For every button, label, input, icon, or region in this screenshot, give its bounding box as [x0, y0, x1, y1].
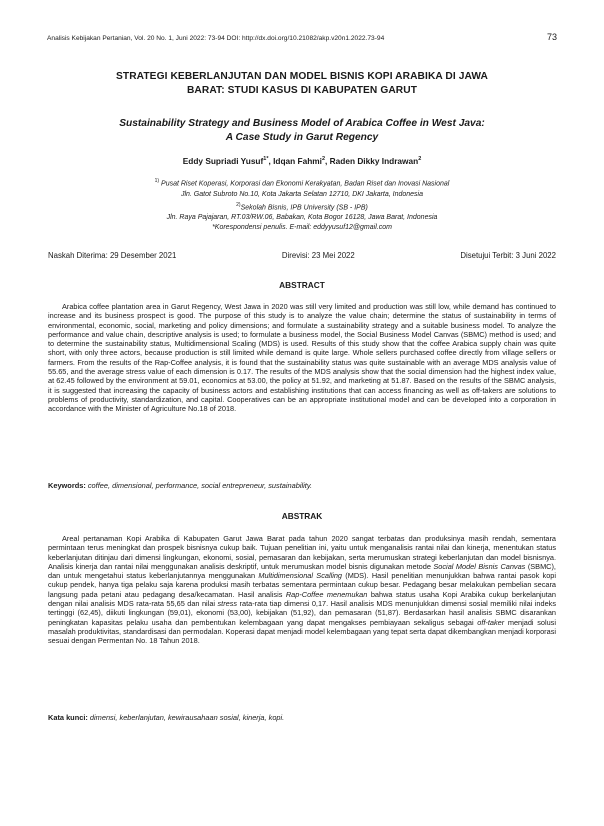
affiliation-line: $^{2)}$Sekolah Bisnis, IPB University (SB - IPB): [236, 201, 368, 212]
date-approved: Disetujui Terbit: 3 Juni 2022: [460, 251, 556, 260]
date-received: Naskah Diterima: 29 Desember 2021: [48, 251, 177, 260]
author-name: Eddy Supriadi Yusuf: [182, 156, 264, 166]
affiliation-line: $^{1)}$ Pusat Riset Koperasi, Korporasi dan Ekonomi Kerakyatan, Badan Riset dan Inovasi Nasional: [154, 178, 450, 188]
abstrak-body: Areal pertanaman Kopi Arabika di Kabupaten Garut Jawa Barat pada tahun 2020 sangat terbatas dan produksinya masih rendah, sementara permintaan terus meningkat dan prospek bisnisnya cukup baik. Tujuan penelitian ini, yaitu untuk menganalisis rantai nilai dan kinerja, menentukan status keberlanjutan ditinjau dari dimensi lingkungan, ekonomi, sosial, pemasaran dan kebijakan, serta merumuskan strategi keberlanjutan dan model bisnisnya. Analisis kinerja dan rantai nilai menggunakan analisis deskriptif, untuk merumuskan model bisnis digunakan metode Social Model Bisnis Canvas (SBMC), dan untuk mengetahui status keberlanjutannya menggunakan Multidimensional Scalling (MDS). Hasil penelitian menunjukkan bahwa rantai pasok kopi cukup pendek, hanya tiga pelaku saja karena produksi masih terbatas sementara permintaan cukup besar. Pedagang besar melakukan pembelian secara langsung pada petani atau pedagang desa/kecamatan. Hasil analisis Rap-Coffee menemukan bahwa status usaha Kopi Arabika cukup berkelanjutan dengan nilai analisis MDS rata-rata 55,65 dan nilai stress rata-rata tiap dimensi 0,17. Hasil analisis MDS menunjukkan dimensi sosial memiliki nilai indeks tertinggi (62,45), diikuti lingkungan (59,01), ekonomi (53,00), kebijakan (51,92), dan pemasaran (51,87). Berdasarkan hasil analisis SBMC disarankan peningkatan kapasitas pelaku usaha dan pembentukan kelembagaan yang dapat mengakses pembiayaan sekaligus sebagai off-taker menjadi solusi masalah produktivitas, standardisasi dan permodalan. Koperasi dapat menjadi model kelembagaan yang tepat serta dapat dikembangkan menjadi korporasi sesuai dengan Permentan No. 18 Tahun 2018.: [48, 534, 556, 646]
journal-citation: Analisis Kebijakan Pertanian, Vol. 20 No. 1, Juni 2022: 73-94 DOI: http://dx.doi.org/10.21082/akp.v20n1.2022.73-94: [47, 35, 385, 42]
abstrak-heading: ABSTRAK: [281, 511, 323, 521]
paper-title: [40, 70, 564, 98]
page-number: 73: [546, 32, 557, 42]
subtitle-line: Sustainability Strategy and Business Model of Arabica Coffee in West Java:: [119, 118, 485, 129]
author-name: Raden Dikky Indrawan: [329, 156, 419, 166]
date-revised: Direvisi: 23 Mei 2022: [281, 251, 355, 260]
abstract-keywords: Keywords: coffee, dimensional, performance, social entrepreneur, sustainability.: [48, 481, 313, 490]
author-affil-mark: 2: [321, 156, 326, 163]
abstract-heading: ABSTRACT: [279, 280, 325, 290]
author-affil-mark: 2: [418, 156, 422, 163]
author-affil-mark: 1*: [263, 156, 269, 163]
title-line: STRATEGI KEBERLANJUTAN DAN MODEL BISNIS KOPI ARABIKA DI JAWA: [115, 71, 488, 82]
running-header: [47, 32, 557, 42]
corresponding-author: *Korespondensi penulis. E-mail: eddyyusuf12@gmail.com: [212, 224, 392, 232]
paper-subtitle-english: [40, 117, 564, 145]
affiliation-line: Jln. Raya Pajajaran, RT.03/RW.06, Babakan, Kota Bogor 16128, Jawa Barat, Indonesia: [166, 214, 438, 222]
manuscript-dates: [48, 251, 556, 260]
affiliations: [40, 176, 564, 234]
abstract-body: Arabica coffee plantation area in Garut Regency, West Jawa in 2020 was still very limited and production was still low, while demand has continued to increase and its business prospect is good. The purpose of this study is to analyze the value chain; determine the status of sustainability in terms of environmental, economic, social, marketing and policy dimensions; and formulate a sustainability strategy and a suitable business model. To analyze the performance and value chain, descriptive analysis is used; to formulate a business model, the Social Business Model Canvas (SBMC) method is used; and to determine the sustainability status, Multidimensional Scaling (MDS) is used. Results of this study show that the coffee Arabica supply chain was quite short, with only three actors, because production is still limited while demand is quite large. Whole sellers purchased coffee directly from village sellers or farmers. From the results of the Rap-Coffee analysis, it is found that the sustainability status was quite sustainable with an average MDS analysis value of 55.65, and the average stress value of each dimension is 0.17. The results of the MDS analysis show that the social dimension had the highest index value, at 62.45 followed by the environment at 59.01, economics at 53.00, the policy at 51.92, and marketing at 51.87. Based on the results of the SBMC analysis, it is suggested that increasing the capacity of business actors and establishing institutions that can access financing as well as off-takers are solutions to problems of productivity, standardization, and capital. Cooperatives can be an appropriate institutional model and can be developed into a corporation in accordance with the Minister of Agriculture No.18 of 2018.: [48, 302, 556, 414]
title-line: BARAT: STUDI KASUS DI KABUPATEN GARUT: [186, 85, 418, 96]
affiliation-line: Jln. Gatot Subroto No.10, Kota Jakarta Selatan 12710, DKI Jakarta, Indonesia: [180, 190, 424, 198]
author-name: Idqan Fahmi: [273, 156, 322, 166]
subtitle-line: A Case Study in Garut Regency: [225, 132, 379, 143]
abstrak-keywords: Kata kunci: dimensi, keberlanjutan, kewirausahaan sosial, kinerja, kopi.: [48, 713, 285, 722]
author-list: Eddy Supriadi Yusuf$^{1*}$, Idqan Fahmi$^2$, Raden Dikky Indrawan$^2$: [182, 156, 422, 166]
